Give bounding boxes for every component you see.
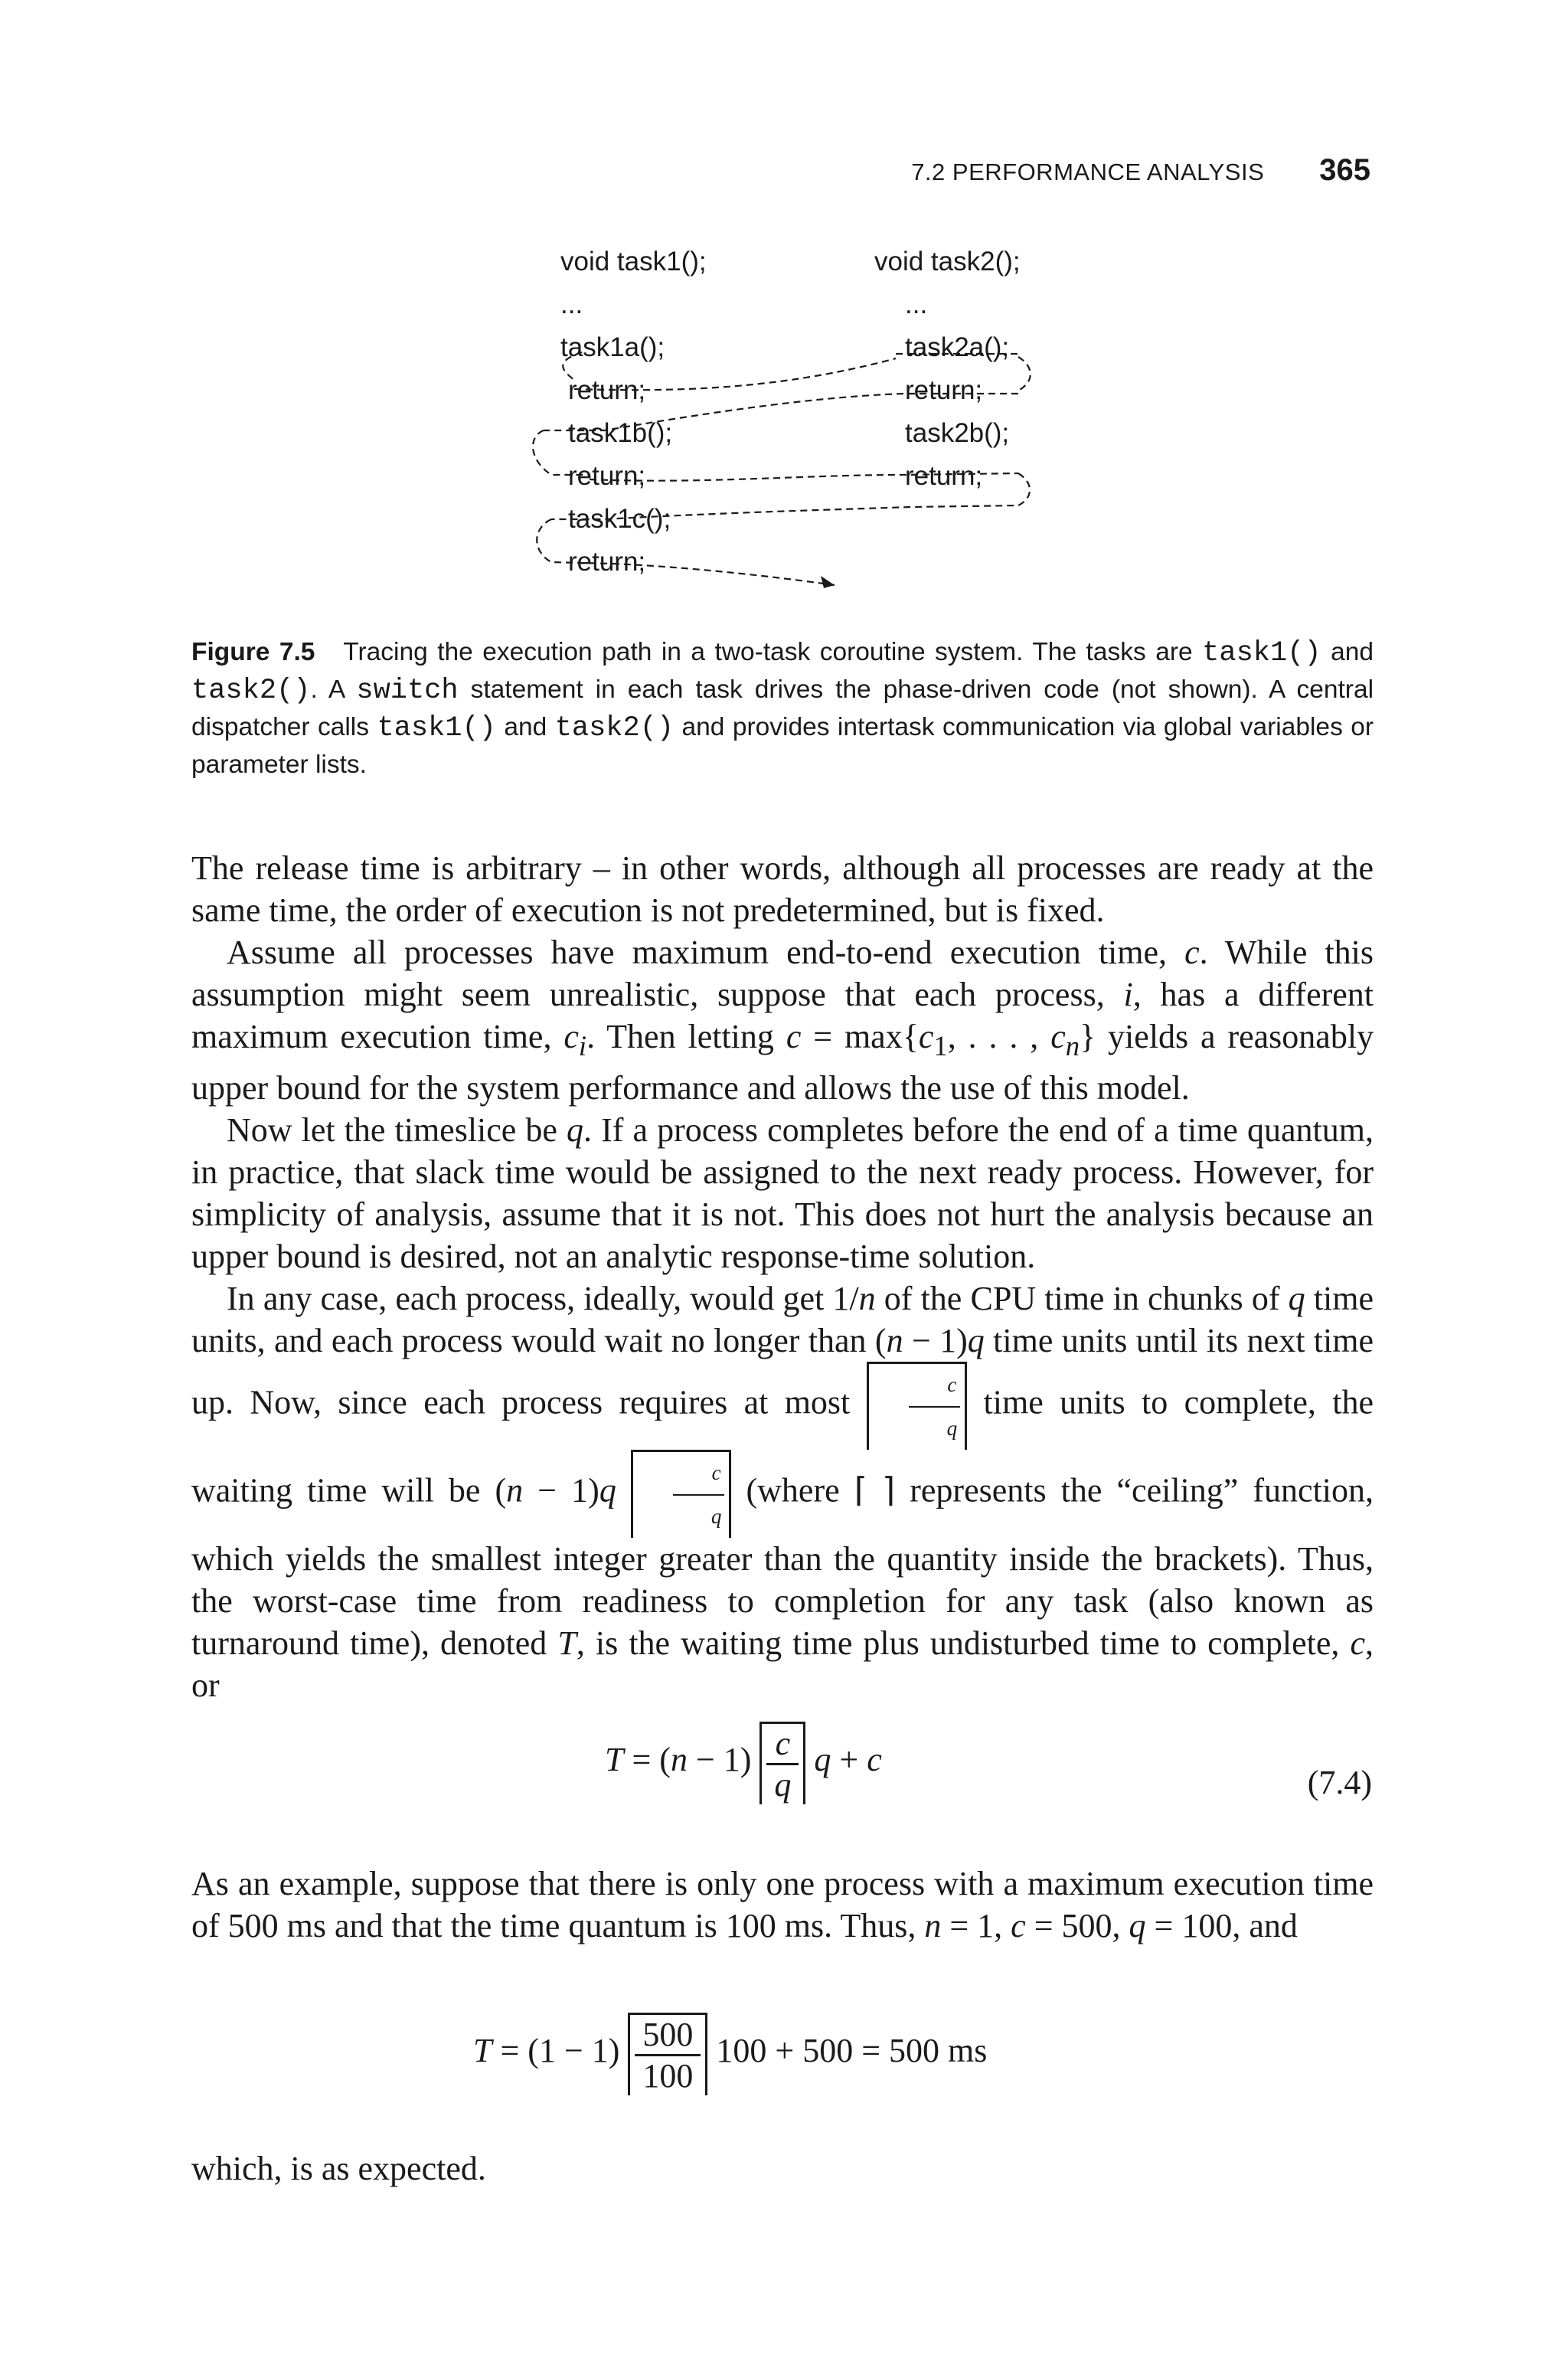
body-text (191, 847, 1374, 1706)
equation-example: T = (1 − 1) $\frac{500}{100}$ 100 + 500 = 500 ms (473, 2013, 987, 2095)
equation-7-4: T = (n − 1) $\frac{c}{q}$ q + c (605, 1722, 882, 1804)
code-task2-return: return; (905, 461, 983, 491)
page-number: 365 (1319, 153, 1370, 187)
code-task1b: task1b(); (568, 418, 673, 448)
paragraph: As an example, suppose that there is only one process with a maximum execution time of 500 ms and that the time quantum is 100 ms. Thus, n = 1, c = 500, q = 100, and (191, 1865, 1374, 1944)
code-inline: task2() (191, 675, 311, 707)
paragraph: which, is as expected. (191, 2150, 486, 2187)
code-task2-return: return; (905, 375, 983, 405)
execution-path-trace (528, 230, 1064, 613)
arrowhead-icon (821, 576, 835, 588)
ceiling-bracket: $\frac{c}{q}$ (631, 1450, 732, 1538)
code-task2b: task2b(); (905, 418, 1010, 448)
code-task1-return: return; (568, 461, 646, 491)
paragraph: Now let the timeslice be q. If a process completes before the end of a time quantum, in practice, that slack time would be assigned to the next ready process. However, for simplicity of analysis, assume that it is not. This does not hurt the analysis because an upper bound is desired, not an analytic response-time solution. (191, 1110, 1374, 1275)
code-task2-ellipsis: ... (905, 289, 928, 319)
code-task2-decl: void task2(); (874, 247, 1021, 276)
body-text (191, 1863, 1374, 1947)
code-inline: task1() (1202, 637, 1321, 669)
paragraph: Assume all processes have maximum end-to-end execution time, c. While this assumption might seem unrealistic, suppose that each process, i, has a different maximum execution time, $c_i$. Then letting $c = \max\{c_1$, . . . , $c_n$} yields a reasonably upper bound for the system performance and allows the use of this model. (191, 934, 1374, 1107)
code-task1-decl: void task1(); (560, 247, 707, 276)
code-task1-ellipsis: ... (560, 289, 583, 319)
ceiling-bracket: $\frac{c}{q}$ (760, 1722, 805, 1804)
code-task1-return: return; (568, 547, 646, 577)
ceiling-bracket: $\frac{c}{q}$ (867, 1362, 968, 1450)
section-title: 7.2 PERFORMANCE ANALYSIS (911, 159, 1265, 185)
code-task1-return: return; (568, 375, 646, 405)
code-task1a: task1a(); (560, 332, 665, 362)
paragraph: In any case, each process, ideally, would get 1/n of the CPU time in chunks of q time units, and each process would wait no longer than (n − 1)q time units until its next time up. Now, since each process requires at most $\frac{c}{q}$ time units to complete, the waiting time will be (n − 1)q $\frac{c}{q}$ (where ⌈ ⌉ represents the “ceiling” function, which yields the smallest integer greater than the quantity inside the brackets). Thus, the worst-case time from readiness to completion for any task (also known as turnaround time), denoted T, is the waiting time plus undisturbed time to complete, c, or (191, 1279, 1374, 1704)
ceiling-bracket: $\frac{500}{100}$ (628, 2013, 707, 2095)
code-inline: task1() (377, 712, 496, 744)
code-inline: switch (356, 675, 459, 707)
equation-number: (7.4) (1307, 1764, 1372, 1801)
body-text (191, 2147, 1374, 2190)
caption-label: Figure 7.5 (191, 638, 315, 666)
paragraph: The release time is arbitrary – in other words, although all processes are ready at the same time, the order of execution is not predetermined, but is fixed. (191, 849, 1374, 929)
code-task2a: task2a(); (905, 332, 1010, 362)
figure-coroutine-trace (528, 230, 1064, 613)
figure-caption: Figure 7.5 Tracing the execution path in a two-task coroutine system. The tasks are task1() and task2(). A switch statement in each task drives the phase-driven code (not shown). A central dispatcher calls task1() and task2() and provides intertask communication via global variables or parameter lists. (191, 637, 1374, 779)
running-header (911, 153, 1370, 199)
code-task1c: task1c(); (568, 504, 671, 534)
code-inline: task2() (554, 712, 675, 744)
